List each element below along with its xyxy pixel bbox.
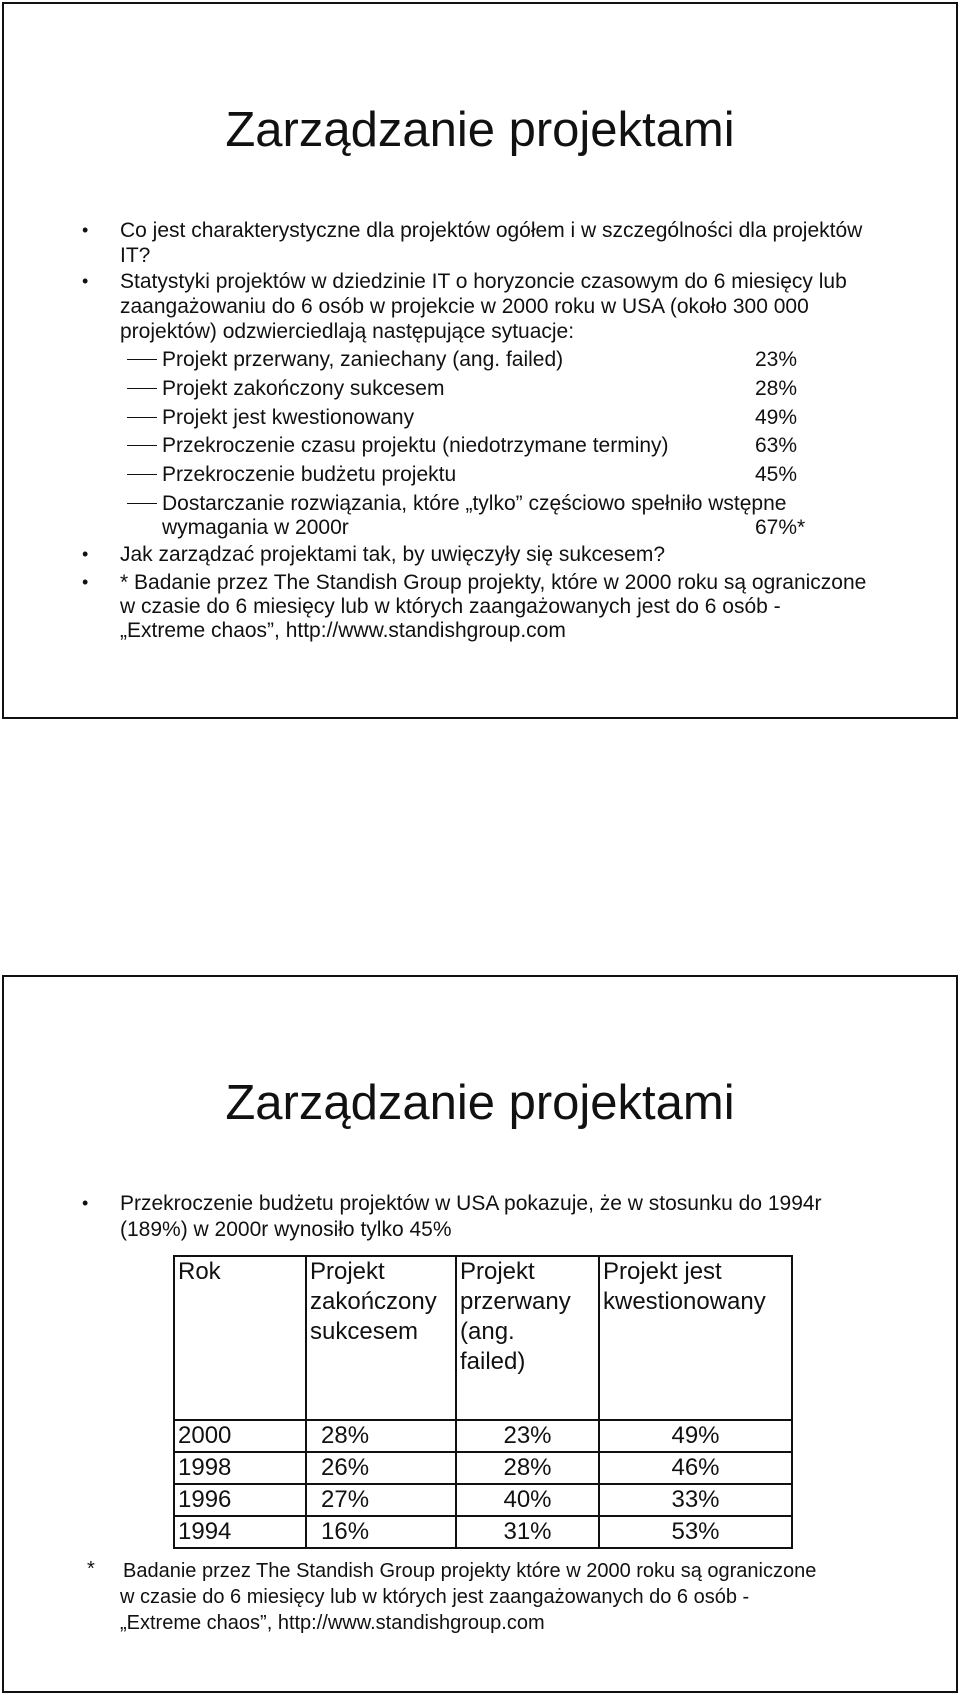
dash-marker — [127, 359, 157, 360]
bullet-dot: • — [82, 572, 89, 592]
subitem-value: 28% — [755, 377, 798, 400]
table-cell: 33% — [599, 1484, 792, 1516]
dash-marker — [127, 388, 157, 389]
bullet-text-line: w czasie do 6 miesięcy lub w których zaangażowanych jest do 6 osób - — [120, 595, 781, 618]
subitem-label: Przekroczenie czasu projektu (niedotrzymane terminy) — [162, 434, 669, 457]
header-text: Projekt — [460, 1258, 535, 1285]
subitem-label: Projekt jest kwestionowany — [162, 406, 415, 429]
bullet-text-line: Przekroczenie budżetu projektów w USA pokazuje, że w stosunku do 1994r — [120, 1192, 822, 1215]
footnote-line: w czasie do 6 miesięcy lub w których jest zaangażowanych do 6 osób - — [120, 1586, 750, 1608]
bullet-dot: • — [82, 271, 89, 291]
header-text: Rok — [178, 1258, 221, 1285]
footnote-star: * — [87, 1558, 95, 1580]
table-cell: 49% — [599, 1420, 792, 1452]
bullet-text-line: * Badanie przez The Standish Group projekty, które w 2000 roku są ograniczone — [120, 571, 867, 594]
subitem-value: 63% — [755, 434, 798, 457]
table-cell: 40% — [456, 1484, 599, 1516]
table-cell: 23% — [456, 1420, 599, 1452]
table-row — [174, 1452, 792, 1484]
table-row — [174, 1516, 792, 1548]
header-text: zakończony — [310, 1288, 437, 1315]
header-text: (ang. — [460, 1318, 515, 1345]
table-cell: 31% — [456, 1516, 599, 1548]
subitem-value: 23% — [755, 348, 798, 371]
header-text: przerwany — [460, 1288, 571, 1315]
header-cell-failed — [456, 1256, 599, 1420]
slide-1 — [2, 2, 958, 719]
header-cell-success — [306, 1256, 456, 1420]
footnote-line: „Extreme chaos”, http://www.standishgroup.com — [120, 1612, 545, 1634]
subitem-label: Przekroczenie budżetu projektu — [162, 463, 457, 486]
bullet-dot: • — [82, 544, 89, 564]
slide-title: Zarządzanie projektami — [225, 1076, 735, 1130]
header-text: Projekt jest — [603, 1258, 722, 1285]
table-cell: 1996 — [174, 1484, 306, 1516]
bullet-text-line: Statystyki projektów w dziedzinie IT o horyzoncie czasowym do 6 miesięcy lub — [120, 270, 847, 293]
bullet-text-line: projektów) odzwierciedlają następujące sytuacje: — [120, 320, 575, 343]
subitem-label: Dostarczanie rozwiązania, które „tylko” częściowo spełniło wstępne — [162, 492, 787, 515]
table-cell: 27% — [306, 1484, 456, 1516]
table-cell: 46% — [599, 1452, 792, 1484]
subitem-value: 67%* — [755, 516, 806, 539]
bullet-text-line: zaangażowaniu do 6 osób w projekcie w 2000 roku w USA (około 300 000 — [120, 295, 809, 318]
bullet-text-line: „Extreme chaos”, http://www.standishgroup.com — [120, 619, 566, 642]
header-text: kwestionowany — [603, 1288, 766, 1315]
subitem-value: 49% — [755, 406, 798, 429]
bullet-dot: • — [82, 1193, 89, 1213]
subitem-label: Projekt zakończony sukcesem — [162, 377, 445, 400]
bullet-dot: • — [82, 220, 89, 240]
table-cell: 53% — [599, 1516, 792, 1548]
table-header-row — [174, 1256, 792, 1420]
header-text: sukcesem — [310, 1318, 419, 1345]
bullet-text: Co jest charakterystyczne dla projektów ogółem i w szczególności dla projektów IT? — [120, 219, 863, 267]
table-cell: 28% — [306, 1420, 456, 1452]
subitem-label: Projekt przerwany, zaniechany (ang. failed) — [162, 348, 564, 371]
table-row — [174, 1484, 792, 1516]
header-text: failed) — [460, 1348, 526, 1375]
stats-table — [173, 1255, 793, 1549]
bullet-text: Jak zarządzać projektami tak, by uwięczyły się sukcesem? — [120, 543, 666, 566]
table-cell: 1994 — [174, 1516, 306, 1548]
subitem-label: wymagania w 2000r — [162, 516, 349, 539]
dash-marker — [127, 445, 157, 446]
table-row — [174, 1420, 792, 1452]
subitem-value: 45% — [755, 463, 798, 486]
table-cell: 1998 — [174, 1452, 306, 1484]
dash-marker — [127, 503, 157, 504]
header-text: Projekt — [310, 1258, 385, 1285]
dash-marker — [127, 474, 157, 475]
table-cell: 28% — [456, 1452, 599, 1484]
dash-marker — [127, 417, 157, 418]
table-cell: 2000 — [174, 1420, 306, 1452]
slide-title: Zarządzanie projektami — [225, 103, 735, 157]
footnote-line: Badanie przez The Standish Group projekty które w 2000 roku są ograniczone — [123, 1560, 817, 1582]
slide-2 — [2, 975, 958, 1693]
table-cell: 26% — [306, 1452, 456, 1484]
header-cell-questioned — [599, 1256, 792, 1420]
header-cell-year — [174, 1256, 306, 1420]
table-cell: 16% — [306, 1516, 456, 1548]
bullet-text-line: (189%) w 2000r wynosiło tylko 45% — [120, 1218, 452, 1241]
